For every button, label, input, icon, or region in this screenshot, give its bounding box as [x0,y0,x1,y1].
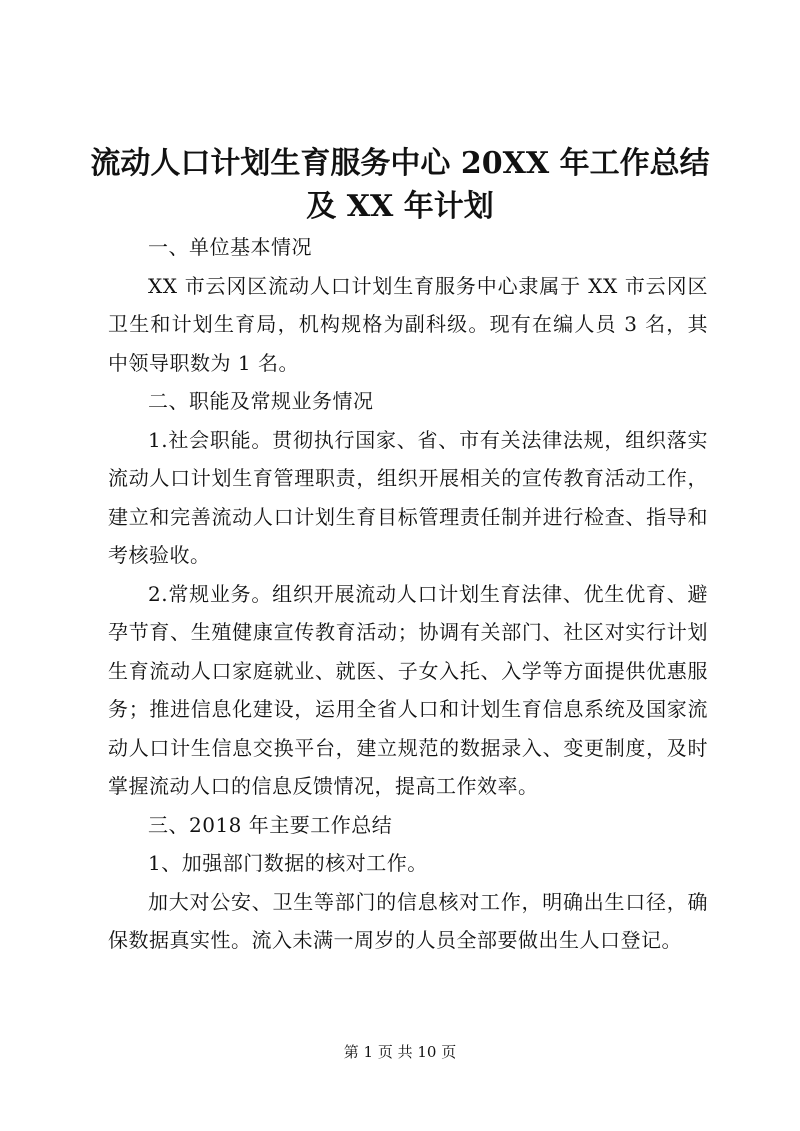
paragraph-routine-business: 2.常规业务。组织开展流动人口计划生育法律、优生优育、避孕节育、生殖健康宣传教育活动；协调有关部门、社区对实行计划生育流动人口家庭就业、就医、子女入托、入学等方面提供优惠服务；推进信息化建设，运用全省人口和计划生育信息系统及国家流动人口计生信息交换平台，建立规范的数据录入、变更制度，及时掌握流动人口的信息反馈情况，提高工作效率。 [108,581,708,798]
document-title-line-1: 流动人口计划生育服务中心 20XX 年工作总结 [90,146,710,181]
document-body [108,228,708,960]
paragraph-social-function: 1.社会职能。贯彻执行国家、省、市有关法律法规，组织落实流动人口计划生育管理职责，组织开展相关的宣传教育活动工作，建立和完善流动人口计划生育目标管理责任制并进行检查、指导和考核验收。 [108,427,708,567]
section-heading-1: 一、单位基本情况 [148,235,312,259]
section-heading-2: 二、职能及常规业务情况 [148,389,374,413]
paragraph-data-check: 加大对公安、卫生等部门的信息核对工作，明确出生口径，确保数据真实性。流入未满一周岁的人员全部要做出生人口登记。 [108,889,708,952]
document-title-line-2: 及 XX 年计划 [306,189,494,224]
paragraph-unit-info: XX 市云冈区流动人口计划生育服务中心隶属于 XX 市云冈区卫生和计划生育局，机构规格为副科级。现有在编人员 3 名，其中领导职数为 1 名。 [108,273,708,375]
section-heading-3: 三、2018 年主要工作总结 [148,812,393,837]
page-footer: 第 1 页 共 10 页 [343,1043,457,1061]
subheading-data-check: 1、加强部门数据的核对工作。 [148,851,428,875]
